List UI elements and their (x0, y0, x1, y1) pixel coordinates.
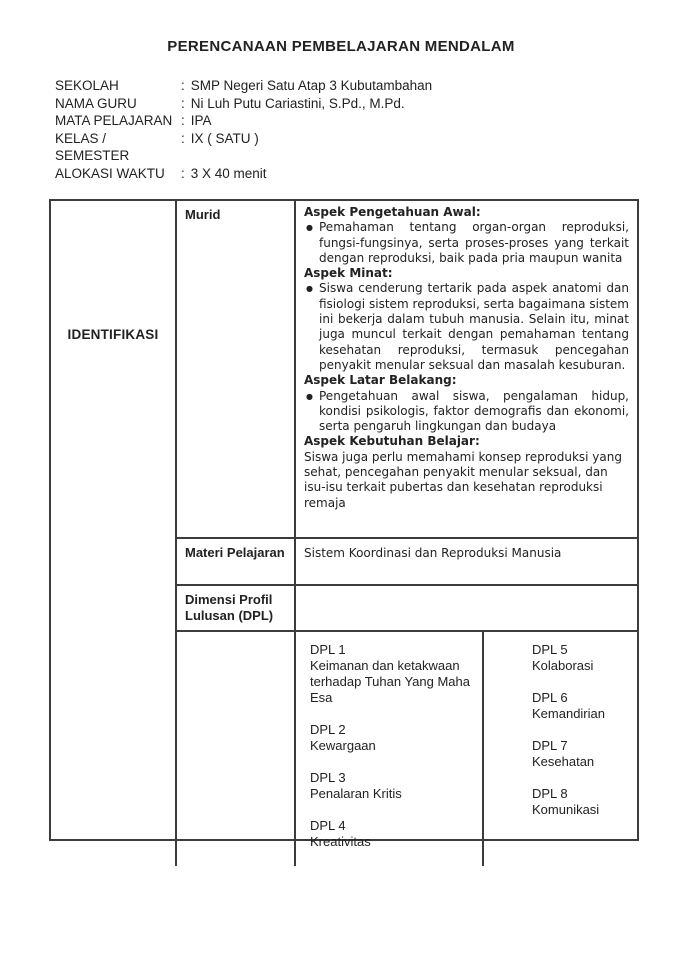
dpl-code: DPL 5 (532, 642, 568, 657)
dpl-code: DPL 8 (532, 786, 568, 801)
dpl-code: DPL 1 (310, 642, 346, 657)
aspek-bullet-item (304, 281, 629, 373)
identification-table (49, 199, 639, 849)
header-field-kelas-semester (55, 130, 682, 165)
header-info (55, 77, 682, 182)
dpl-item-8 (532, 786, 629, 818)
aspek-bullet-item (304, 220, 629, 266)
bullet-icon: ● (306, 284, 313, 294)
dpl-item-7 (532, 738, 629, 770)
aspek-kebutuhan-belajar (304, 434, 629, 510)
aspek-minat (304, 266, 629, 373)
aspek-latar-belakang (304, 373, 629, 434)
dpl-name: Penalaran Kritis (310, 786, 402, 801)
dpl-name: Kemandirian (532, 706, 605, 721)
aspek-heading: Aspek Kebutuhan Belajar: (304, 434, 480, 449)
header-field-separator: : (181, 95, 185, 111)
aspek-bullet-text: Pemahaman tentang organ-organ reproduksi, fungsi-fungsinya, serta proses-proses yang terkait dengan reproduksi, baik pada pria maupun wanita (319, 220, 629, 265)
header-field-label: ALOKASI WAKTU (55, 165, 165, 181)
dpl-item-2 (310, 722, 474, 754)
materi-label: Materi Pelajaran (185, 545, 285, 560)
dpl-code: DPL 4 (310, 818, 346, 833)
aspek-bullet-item (304, 389, 629, 435)
header-field-mata-pelajaran (55, 112, 682, 130)
dpl-name: Kesehatan (532, 754, 595, 769)
dimensi-value-cell (296, 586, 637, 632)
dpl-item-6 (532, 690, 629, 722)
header-field-value: SMP Negeri Satu Atap 3 Kubutambahan (190, 78, 433, 93)
dpl-name: Keimanan dan ketakwaan terhadap Tuhan Yang Maha Esa (310, 658, 470, 705)
header-field-label: NAMA GURU (55, 95, 137, 111)
header-field-sekolah (55, 77, 682, 95)
aspek-bullet-text: Pengetahuan awal siswa, pengalaman hidup, kondisi psikologis, faktor demografis dan ekonomi, serta pengaruh lingkungan dan budaya (319, 388, 629, 434)
aspek-paragraph: Siswa juga perlu memahami konsep reproduksi yang sehat, pencegahan penyakit menular seksual, dan isu-isu terkait pubertas dan kesehatan reproduksi remaja (304, 449, 622, 510)
header-field-separator: : (181, 78, 185, 93)
materi-value: Sistem Koordinasi dan Reproduksi Manusia (304, 546, 562, 560)
dimensi-label: Dimensi Profil Lulusan (DPL) (185, 592, 274, 623)
dimensi-label-cell (177, 586, 296, 632)
section-header-cell (51, 201, 177, 866)
dpl-code: DPL 7 (532, 738, 568, 753)
dpl-name: Kolaborasi (532, 658, 594, 673)
aspek-heading: Aspek Pengetahuan Awal: (304, 205, 481, 219)
dpl-item-3 (310, 770, 474, 802)
header-field-value: IX ( SATU ) (190, 130, 259, 146)
dpl-code: DPL 6 (532, 690, 568, 705)
header-field-label: KELAS / SEMESTER (55, 130, 130, 163)
page-title: PERENCANAAN PEMBELAJARAN MENDALAM (167, 38, 515, 55)
bullet-icon: ● (306, 223, 313, 233)
dpl-name: Kewargaan (310, 738, 376, 753)
aspek-heading: Aspek Minat: (304, 266, 393, 281)
header-field-value: IPA (190, 113, 212, 128)
dpl-item-5 (532, 642, 629, 674)
dpl-code: DPL 2 (310, 722, 346, 737)
header-field-label: MATA PELAJARAN (55, 113, 173, 128)
materi-value-cell (296, 539, 637, 586)
dpl-right-column (484, 632, 637, 866)
dpl-code: DPL 3 (310, 770, 346, 785)
murid-content-cell (296, 201, 637, 539)
dpl-name: Kreativitas (310, 834, 371, 849)
dpl-left-column (296, 632, 484, 866)
empty-label-cell (177, 632, 296, 866)
bullet-icon: ● (306, 391, 313, 401)
header-field-nama-guru (55, 95, 682, 113)
dpl-cell (296, 632, 637, 866)
dpl-item-4 (310, 818, 474, 850)
header-field-value: Ni Luh Putu Cariastini, S.Pd., M.Pd. (190, 95, 405, 111)
header-field-separator: : (181, 113, 185, 128)
header-field-separator: : (181, 165, 185, 181)
header-field-separator: : (181, 130, 185, 146)
section-header-identifikasi: IDENTIFIKASI (67, 327, 159, 342)
dpl-item-1 (310, 642, 474, 706)
header-field-value: 3 X 40 menit (190, 165, 267, 181)
dpl-name: Komunikasi (532, 802, 600, 817)
aspek-pengetahuan-awal (304, 205, 629, 266)
header-field-label: SEKOLAH (55, 78, 119, 93)
murid-label-cell (177, 201, 296, 539)
materi-label-cell (177, 539, 296, 586)
header-field-alokasi-waktu (55, 165, 682, 183)
aspek-bullet-text: Siswa cenderung tertarik pada aspek anatomi dan fisiologi sistem reproduksi, serta bagaimana sistem ini bekerja dalam tubuh manusia. Selain itu, minat juga muncul terkait dengan pemahaman tentang kesehatan reproduksi, termasuk pencegahan penyakit menular seksual dan masalah kesuburan. (319, 281, 629, 372)
murid-label: Murid (185, 207, 221, 222)
aspek-heading: Aspek Latar Belakang: (304, 373, 457, 388)
